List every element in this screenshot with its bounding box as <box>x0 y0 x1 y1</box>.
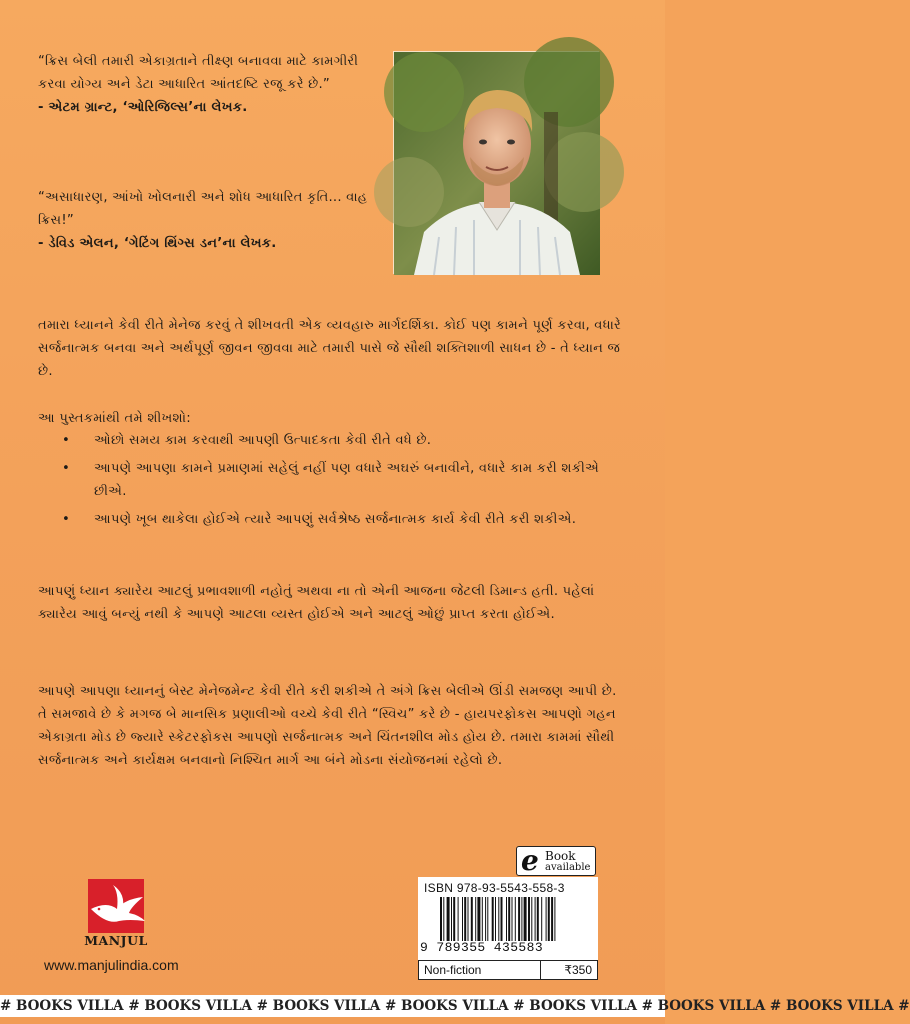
quote-1-text: “ક્રિસ બેલી તમારી એકાગ્રતાને તીક્ષ્ણ બનાવવા માટે કામગીરી કરવા યોગ્ય અને ડેટા આધારિત આંતદષ્ટિ રજૂ કરે છે.” <box>38 54 359 92</box>
quote-2-text: “અસાધારણ, આંખો ખોલનારી અને શોધ આધારિત કૃતિ... વાહ ક્રિસ!” <box>38 190 368 228</box>
bird-logo-icon <box>79 879 153 935</box>
quote-2 <box>38 186 383 255</box>
list-item-text: આપણે ખૂબ થાકેલા હોઈએ ત્યારે આપણું સર્વશ્રેષ્ઠ સર્જનાત્મક કાર્ય કેવી રીતે કરી શકીએ. <box>94 512 577 527</box>
list-item <box>58 457 628 503</box>
ebook-available-badge <box>516 846 596 876</box>
quote-1 <box>38 50 383 119</box>
ebook-available-label: available <box>545 862 591 873</box>
genre-label: Non-fiction <box>418 960 541 980</box>
author-portrait-illustration <box>394 52 600 275</box>
learn-heading: આ પુસ્તકમાંથી તમે શીખશો: <box>38 411 191 426</box>
list-item-text: ઓછો સમય કામ કરવાથી આપણી ઉત્પાદકતા કેવી રીતે વધે છે. <box>94 433 432 448</box>
quote-2-attribution: - ડેવિડ એલન, ‘ગેટિંગ થિંગ્સ ડન’ના લેખક. <box>38 236 277 251</box>
barcode-digits: 9 789355 435583 <box>420 940 544 955</box>
paragraph-hyperfocus: આપણે આપણા ધ્યાનનું બેસ્ટ મેનેજમેન્ટ કેવી રીતે કરી શકીએ તે અંગે ક્રિસ બેલીએ ઊંડી સમજણ આપી છે. તે સમજાવે છે કે મગજ બે માનસિક પ્રણાલીઓ વચ્ચે કેવી રીતે “સ્વિચ” કરે છે - હાયપરફોકસ આપણો ગહન એકાગ્રતા મોડ છે જ્યારે સ્કેટરફોકસ આપણો સર્જનાત્મક અને ચિંતનશીલ મોડ હોય છે. તમારા કામમાં સૌથી સર્જનાત્મક અને કાર્યક્ષમ બનવાનો નિશ્ચિત માર્ગ આ બંને મોડના સંયોજનમાં રહેલો છે. <box>38 684 617 768</box>
ebook-book-label: Book <box>545 849 576 863</box>
ebook-e-letter: e <box>521 844 539 877</box>
bullet-icon: • <box>62 512 70 527</box>
paragraph-attention: આપણું ધ્યાન ક્યારેય આટલું પ્રભાવશાળી નહોતું અથવા ના તો એની આજના જેટલી ડિમાન્ડ હતી. પહેલાં ક્યારેય આવું બન્યું નથી કે આપણે આટલા વ્યસ્ત હોઈએ અને આટલું ઓછું પ્રાપ્ત કરતા હોઈએ. <box>38 584 595 622</box>
intro-paragraph: તમારા ધ્યાનને કેવી રીતે મેનેજ કરવું તે શીખવતી એક વ્યવહારુ માર્ગદર્શિકા. કોઈ પણ કામને પૂર્ણ કરવા, વધારે સર્જનાત્મક બનવા અને અર્થપૂર્ણ જીવન જીવવા માટે તમારી પાસે જે સૌથી શક્તિશાળી સાધન છે - તે ધ્યાન જ છે. <box>38 318 622 379</box>
list-item-text: આપણે આપણા કામને પ્રમાણમાં સહેલું નહીં પણ વધારે અઘરું બનાવીને, વધારે કામ કરી શકીએ છીએ. <box>94 461 600 499</box>
watermark-strip: # BOOKS VILLA # BOOKS VILLA # BOOKS VILLA # BOOKS VILLA # BOOKS VILLA # BOOKS VILLA # BOOKS VILLA # <box>0 995 665 1017</box>
isbn-number: ISBN 978-93-5543-558-3 <box>424 881 565 895</box>
publisher-name: MANJUL <box>84 933 148 948</box>
publisher-website: www.manjulindia.com <box>44 957 179 973</box>
list-item <box>58 508 628 531</box>
price-label: ₹350 <box>541 960 598 980</box>
quote-1-attribution: - એટમ ગ્રાન્ટ, ‘ઓરિજિલ્સ’ના લેખક. <box>38 100 248 115</box>
author-photo <box>393 51 599 274</box>
barcode-bars <box>440 897 590 941</box>
list-item <box>58 429 628 452</box>
learn-list <box>58 429 628 536</box>
bullet-icon: • <box>62 461 70 476</box>
bullet-icon: • <box>62 433 70 448</box>
